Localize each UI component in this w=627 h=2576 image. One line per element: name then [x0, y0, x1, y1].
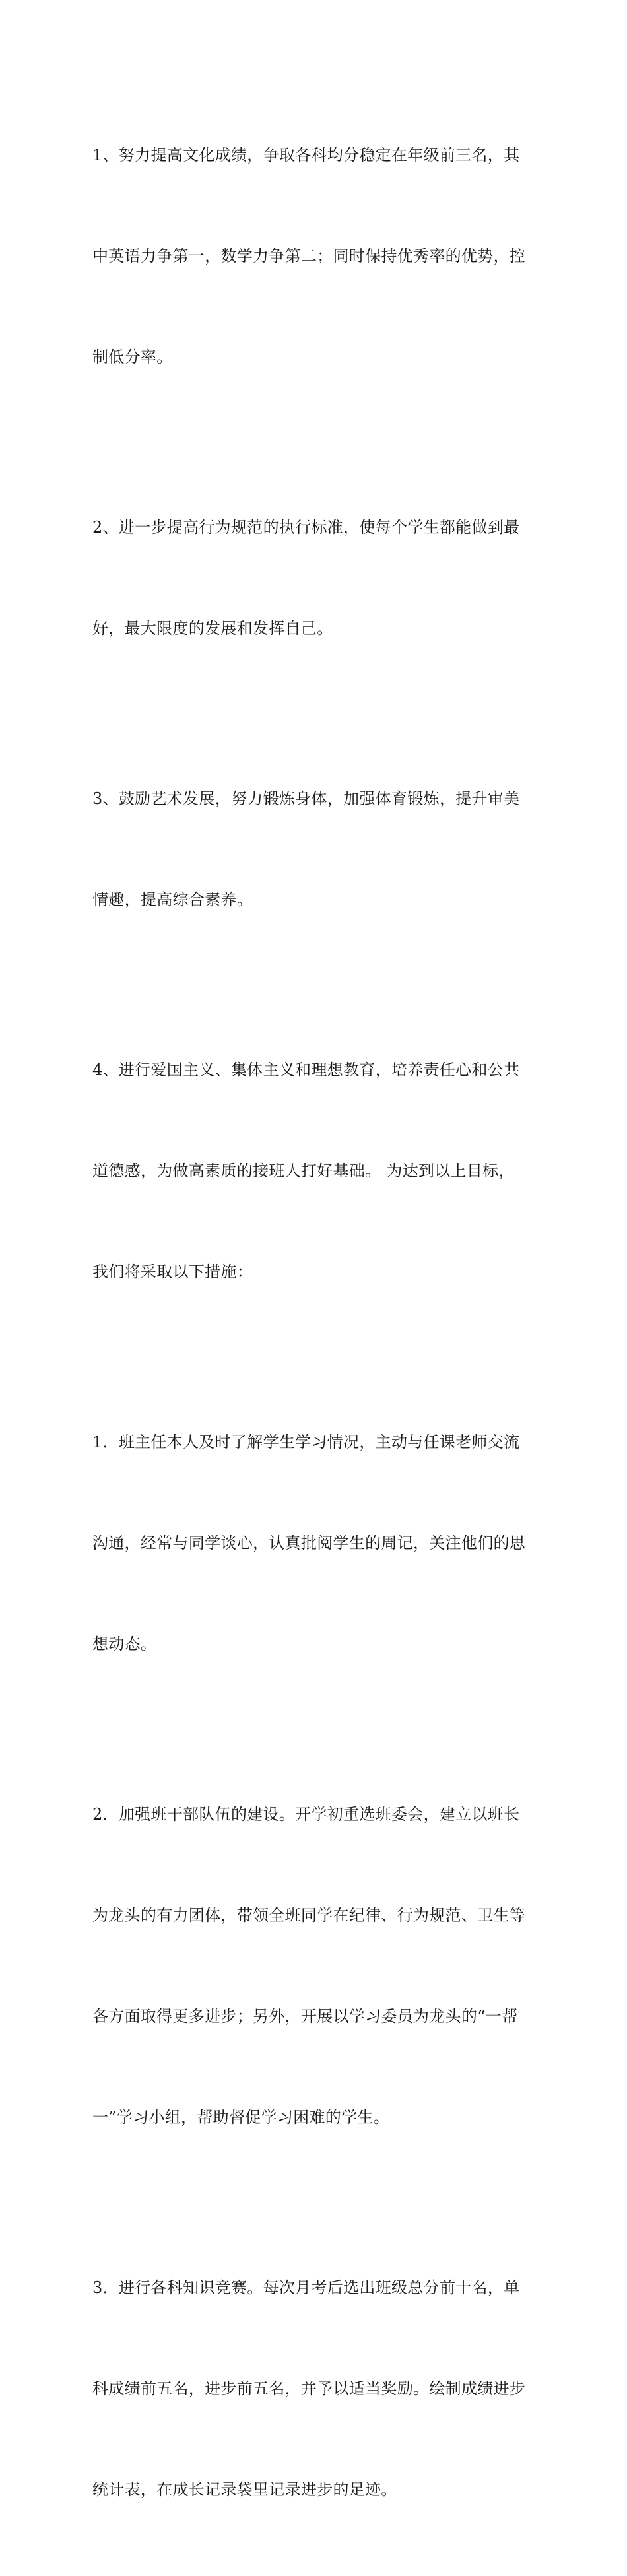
- text-line: 制低分率。: [92, 348, 173, 366]
- text-line: 情趣，提高综合素养。: [92, 890, 253, 909]
- text-line: 统计表，在成长记录袋里记录进步的足迹。: [92, 2480, 397, 2499]
- text-line: 1、努力提高文化成绩，争取各科均分稳定在年级前三名，其: [92, 146, 520, 164]
- text-line: 一”学习小组，帮助督促学习困难的学生。: [92, 2108, 389, 2127]
- text-line: 2．加强班干部队伍的建设。开学初重选班委会，建立以班长: [92, 1805, 520, 1824]
- text-line: 想动态。: [92, 1635, 157, 1653]
- text-line: 好，最大限度的发展和发挥自己。: [92, 619, 333, 638]
- paragraph-goal-4: [92, 986, 541, 1356]
- text-line: 沟通，经常与同学谈心，认真批阅学生的周记，关注他们的思: [92, 1534, 526, 1552]
- text-line: 各方面取得更多进步；另外，开展以学习委员为龙头的“一帮: [92, 2007, 518, 2026]
- paragraph-measure-1: [92, 1358, 541, 1729]
- text-line: 3、鼓励艺术发展，努力锻炼身体，加强体育锻炼，提升审美: [92, 789, 520, 808]
- text-line: 为龙头的有力团体，带领全班同学在纪律、行为规范、卫生等: [92, 1906, 526, 1925]
- text-line: 3．进行各科知识竞赛。每次月考后选出班级总分前十名，单: [92, 2278, 520, 2297]
- text-line: 2、进一步提高行为规范的执行标准，使每个学生都能做到最: [92, 518, 520, 537]
- text-line: 4、进行爱国主义、集体主义和理想教育，培养责任心和公共: [92, 1061, 520, 1079]
- text-line: 道德感，为做高素质的接班人打好基础。 为达到以上目标，: [92, 1162, 515, 1180]
- paragraph-goal-3: [92, 715, 541, 984]
- text-line: 中英语力争第一，数学力争第二；同时保持优秀率的优势，控: [92, 247, 526, 265]
- text-line: 1．班主任本人及时了解学生学习情况，主动与任课老师交流: [92, 1433, 520, 1451]
- paragraph-measure-2: [92, 1731, 541, 2202]
- paragraph-goal-2: [92, 444, 541, 713]
- text-line: 科成绩前五名，进步前五名，并予以适当奖励。绘制成绩进步: [92, 2379, 526, 2398]
- paragraph-measure-3: [92, 2204, 541, 2574]
- paragraph-goal-1: [92, 71, 541, 442]
- text-line: 我们将采取以下措施：: [92, 1263, 253, 1281]
- document-body: [92, 71, 541, 2576]
